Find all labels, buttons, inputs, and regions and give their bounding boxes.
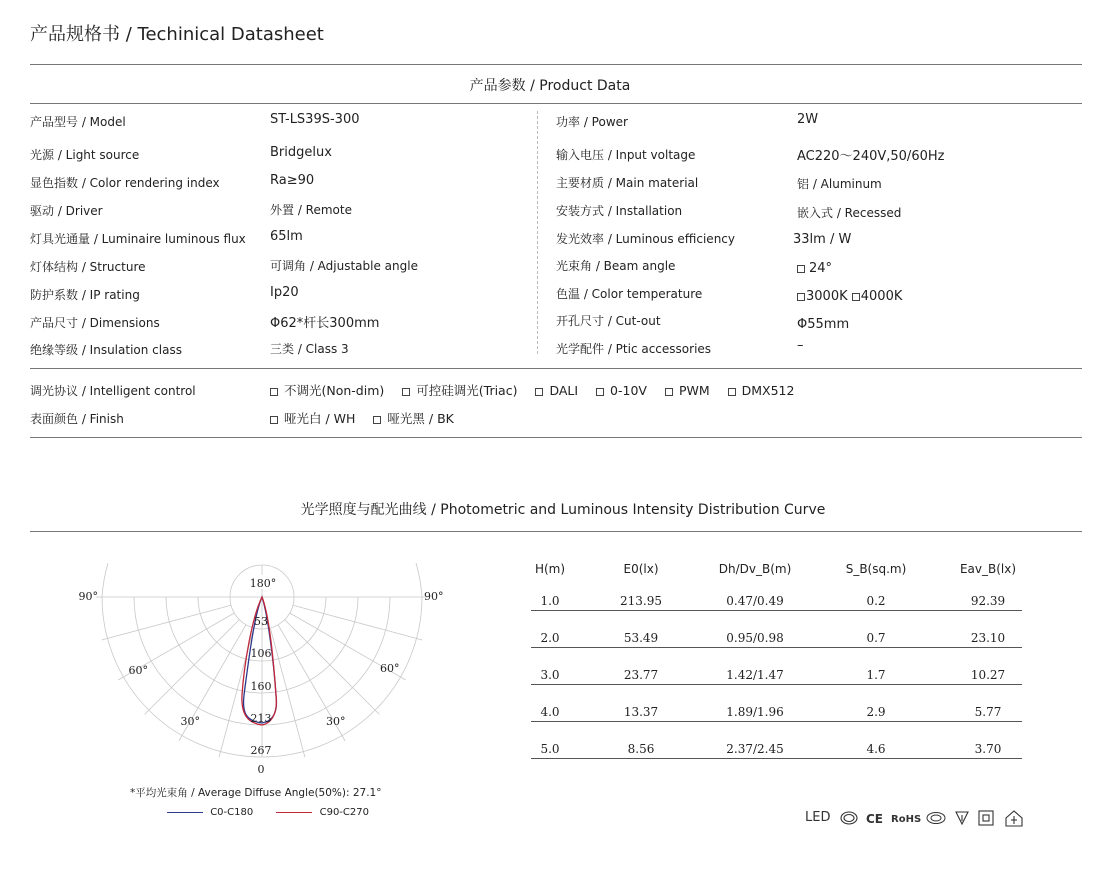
chart-legend: [167, 807, 369, 818]
spec-label-insulation: 绝缘等级 / Insulation class: [30, 343, 182, 357]
option-dali[interactable]: DALI: [535, 383, 578, 398]
divider: [30, 64, 1082, 65]
class-ii-icon: [979, 811, 993, 825]
spec-value-efficiency: 33lm / W: [793, 232, 852, 247]
spec-label-voltage: 输入电压 / Input voltage: [556, 148, 696, 162]
polar-label-left-30: 30°: [180, 715, 200, 728]
ring-label-106: 106: [250, 647, 272, 660]
polar-label-180: 180°: [249, 577, 277, 590]
table-cell: 5.0: [540, 742, 560, 756]
polar-ring-ext: [416, 563, 422, 597]
table-cell: 2.37/2.45: [726, 742, 784, 756]
option-black[interactable]: 哑光黑 / BK: [373, 411, 453, 426]
option-pwm[interactable]: PWM: [665, 383, 710, 398]
spec-label-cri: 显色指数 / Color rendering index: [30, 176, 220, 190]
spec-label-power: 功率 / Power: [556, 115, 628, 129]
table-cell: 1.42/1.47: [726, 668, 784, 682]
spec-value-cri: Ra≥90: [270, 173, 315, 188]
table-header-s: S_B(sq.m): [845, 562, 907, 576]
row-divider: [531, 758, 1022, 759]
table-header-dh-dv: Dh/Dv_B(m): [718, 562, 792, 576]
spec-label-light-source: 光源 / Light source: [30, 148, 140, 162]
table-cell: 23.77: [623, 668, 659, 682]
ring-label-160: 160: [250, 680, 272, 693]
spec-label-flux: 灯具光通量 / Luminaire luminous flux: [30, 232, 246, 246]
divider: [30, 531, 1082, 532]
ce-icon: CE: [866, 812, 884, 826]
table-cell: 10.27: [970, 668, 1006, 682]
table-header-e0: E0(lx): [623, 562, 659, 576]
certification-icons: [838, 806, 1028, 830]
option-dmx512[interactable]: DMX512: [728, 383, 795, 398]
table-cell: 4.6: [866, 742, 886, 756]
cqc-icon: [927, 813, 945, 824]
table-cell: 3.70: [974, 742, 1002, 756]
table-cell: 0.2: [866, 594, 886, 608]
table-cell: 2.9: [866, 705, 886, 719]
table-header-h: H(m): [534, 562, 566, 576]
spec-label-material: 主要材质 / Main material: [556, 176, 699, 190]
spec-label-model: 产品型号 / Model: [30, 115, 126, 129]
photometric-heading: 光学照度与配光曲线 / Photometric and Luminous Intensity Distribution Curve: [300, 502, 826, 518]
beam-angle-note: *平均光束角 / Average Diffuse Angle(50%): 27.1°: [130, 787, 382, 799]
option-white[interactable]: 哑光白 / WH: [270, 411, 355, 426]
table-cell: 0.47/0.49: [726, 594, 784, 608]
polar-ring-ext: [102, 563, 108, 597]
table-cell: 1.7: [866, 668, 886, 682]
spec-value-light-source: Bridgelux: [270, 145, 332, 160]
divider: [30, 103, 1082, 104]
spec-value-accessories: –: [797, 338, 804, 353]
spec-value-dimensions: Φ62*杆长300mm: [270, 316, 380, 331]
row-divider: [531, 721, 1022, 722]
product-data-heading: 产品参数 / Product Data: [469, 78, 631, 94]
table-cell: 1.89/1.96: [726, 705, 784, 719]
spec-label-cct: 色温 / Color temperature: [556, 287, 703, 301]
control-label: 调光协议 / Intelligent control: [30, 384, 196, 398]
divider: [30, 368, 1082, 369]
spec-value-insulation: 三类 / Class 3: [270, 342, 349, 356]
rohs-icon: RoHS: [891, 814, 922, 825]
spec-label-driver: 驱动 / Driver: [30, 204, 103, 218]
spec-value-cct: 3000K 4000K: [797, 289, 902, 304]
polar-radial-line: [102, 605, 231, 640]
ring-label-213: 213: [250, 712, 272, 725]
spec-label-dimensions: 产品尺寸 / Dimensions: [30, 316, 160, 330]
spec-value-voltage: AC220～240V,50/60Hz: [797, 149, 945, 164]
row-divider: [531, 647, 1022, 648]
divider: [30, 437, 1082, 438]
legend-label-c90: C90-C270: [319, 807, 369, 818]
control-options: [270, 381, 794, 399]
polar-label-right-30: 30°: [326, 715, 346, 728]
table-cell: 1.0: [540, 594, 560, 608]
polar-radial-line: [293, 605, 422, 640]
polar-label-left-90: 90°: [78, 590, 98, 603]
polar-label-0: 0: [257, 763, 265, 776]
polar-radial-line: [145, 620, 240, 715]
spec-value-structure: 可调角 / Adjustable angle: [270, 259, 418, 273]
ring-label-53: 53: [254, 615, 268, 628]
page-title: 产品规格书 / Techinical Datasheet: [30, 24, 324, 45]
option-0-10v[interactable]: 0-10V: [596, 383, 647, 398]
polar-label-right-90: 90°: [424, 590, 444, 603]
spec-value-ip: Ip20: [270, 285, 299, 300]
spec-value-power: 2W: [797, 112, 819, 127]
polar-label-right-60: 60°: [380, 662, 400, 675]
row-divider: [531, 684, 1022, 685]
table-cell: 0.95/0.98: [726, 631, 784, 645]
table-cell: 92.39: [970, 594, 1006, 608]
finish-label: 表面颜色 / Finish: [30, 412, 124, 426]
spec-label-efficiency: 发光效率 / Luminous efficiency: [556, 232, 735, 246]
table-header-eav: Eav_B(lx): [959, 562, 1017, 576]
finish-options: [270, 409, 454, 427]
polar-distribution-chart: [60, 555, 470, 785]
certification-marks: [805, 810, 830, 825]
column-divider: [537, 111, 538, 354]
spec-label-structure: 灯体结构 / Structure: [30, 260, 146, 274]
spec-value-model: ST-LS39S-300: [270, 112, 360, 127]
spec-label-accessories: 光学配件 / Ptic accessories: [556, 342, 712, 356]
table-cell: 5.77: [974, 705, 1002, 719]
spec-value-installation: 嵌入式 / Recessed: [797, 206, 902, 220]
indoor-icon: [1006, 811, 1022, 826]
checkbox-3000k[interactable]: [797, 293, 805, 301]
table-cell: 0.7: [866, 631, 886, 645]
table-cell: 23.10: [970, 631, 1006, 645]
table-cell: 3.0: [540, 668, 560, 682]
polar-radial-line: [285, 620, 380, 715]
f-mark-icon: [956, 812, 968, 824]
spec-value-flux: 65lm: [270, 229, 303, 244]
table-cell: 13.37: [623, 705, 659, 719]
table-cell: 53.49: [623, 631, 659, 645]
option-non-dim[interactable]: 不调光(Non-dim): [270, 383, 384, 398]
ccc-icon: [841, 812, 857, 824]
spec-label-beam-angle: 光束角 / Beam angle: [556, 259, 676, 273]
spec-label-ip: 防护系数 / IP rating: [30, 288, 140, 302]
legend-swatch-c0: [167, 812, 203, 813]
spec-value-material: 铝 / Aluminum: [797, 177, 882, 191]
legend-label-c0: C0-C180: [210, 807, 254, 818]
table-cell: 2.0: [540, 631, 560, 645]
table-cell: 213.95: [620, 594, 662, 608]
spec-label-cutout: 开孔尺寸 / Cut-out: [556, 314, 661, 328]
row-divider: [531, 610, 1022, 611]
spec-value-driver: 外置 / Remote: [270, 203, 352, 217]
option-triac[interactable]: 可控硅调光(Triac): [402, 383, 517, 398]
legend-swatch-c90: [276, 812, 312, 813]
table-cell: 4.0: [540, 705, 560, 719]
spec-label-installation: 安装方式 / Installation: [556, 204, 683, 218]
spec-value-cutout: Φ55mm: [797, 317, 850, 332]
checkbox-icon[interactable]: [797, 265, 805, 273]
polar-label-left-60: 60°: [128, 664, 148, 677]
spec-value-beam-angle: 24°: [797, 261, 832, 276]
ring-label-267: 267: [250, 744, 272, 757]
led-mark: LED: [805, 810, 831, 825]
checkbox-4000k[interactable]: [852, 293, 860, 301]
table-cell: 8.56: [627, 742, 655, 756]
